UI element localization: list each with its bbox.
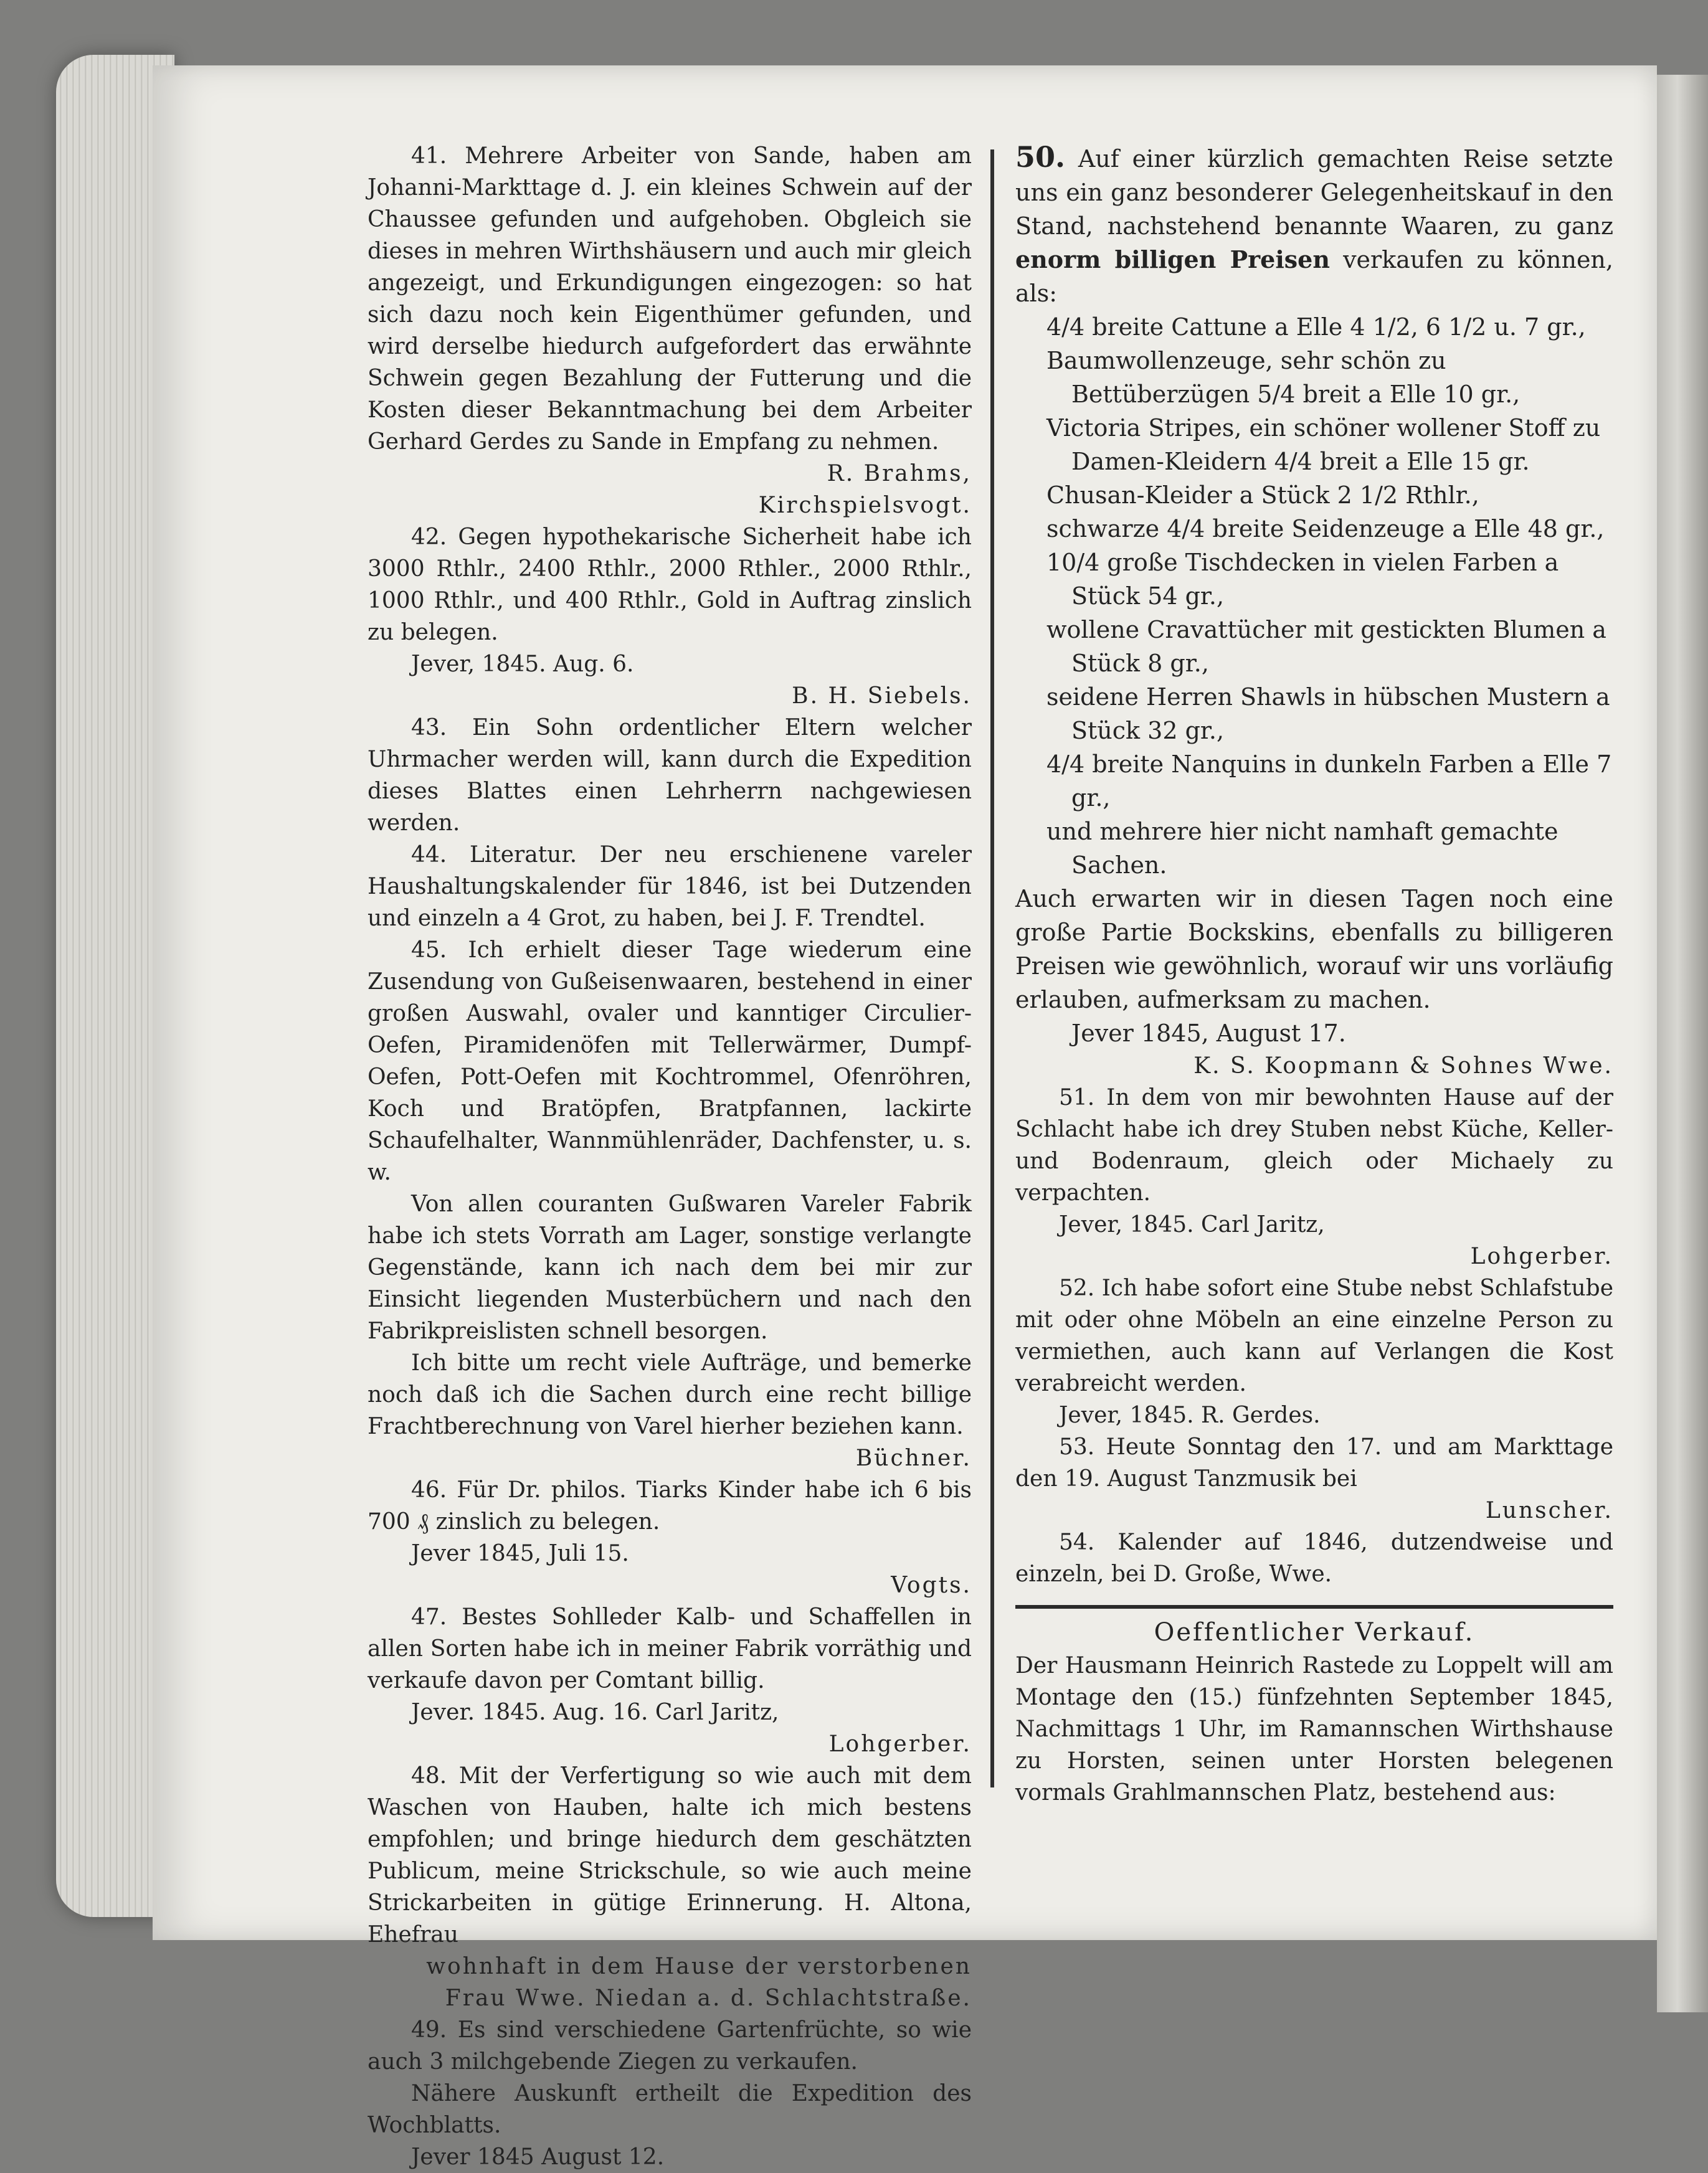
left_column-entry: 49. Es sind verschiedene Gartenfrüchte, so wie auch 3 milchgebende Ziegen zu verkaufen. — [368, 2017, 972, 2075]
ad-item: 4/4 breite Cattune a Elle 4 1/2, 6 1/2 u. 7 gr., — [1046, 313, 1586, 341]
ad-item: 4/4 breite Nanquins in dunkeln Farben a Elle 7 gr., — [1046, 750, 1612, 812]
left_column-entry: Nähere Auskunft ertheilt die Expedition des Wochblatts. — [368, 2081, 972, 2138]
left_column-sig: wohnhaft in dem Hause der verstorbenen — [426, 1954, 972, 1979]
ad-intro: Auf einer kürzlich gemachten Reise setzte uns ein ganz besonderer Gelegenheitskauf in den Stand, nachstehend benannte Waaren, zu ganz — [1015, 145, 1613, 240]
left_column-line: Jever. 1845. Aug. 16. Carl Jaritz, — [411, 1700, 779, 1725]
left_column-entry: Von allen couranten Gußwaren Vareler Fabrik habe ich stets Vorrath am Lager, sonstige verlangte Gegenstände, kann ich nach dem bei mir zur Einsicht liegenden Musterbüchern und nach den Fabrikpreislisten schnell besorgen. — [368, 1191, 972, 1344]
ad-signature: K. S. Koopmann & Sohnes Wwe. — [1193, 1053, 1613, 1079]
left_column-entry: Ich bitte um recht viele Aufträge, und bemerke noch daß ich die Sachen durch eine recht billige Frachtberechnung von Varel hierher beziehen kann. — [368, 1350, 972, 1439]
right_column-line: Jever, 1845. R. Gerdes. — [1059, 1403, 1321, 1428]
left_column-sig: Kirchspielsvogt. — [758, 493, 972, 518]
left_column-entry: 45. Ich erhielt dieser Tage wiederum eine Zusendung von Gußeisenwaaren, bestehend in einer großen Auswahl, ovaler und kanntiger Circulier-Oefen, Piramidenöfen mit Tellerwärmer, Dumpf-Oefen, Pott-Oefen mit Kochtrommel, Ofenröhren, Koch und Bratöpfen, Bratpfannen, lackirte Schaufelhalter, Wannmühlenräder, Dachfenster, u. s. w. — [368, 937, 972, 1185]
sale-heading: Oeffentlicher Verkauf. — [1154, 1618, 1475, 1647]
right_column-entry: 53. Heute Sonntag den 17. und am Markttage den 19. August Tanzmusik bei — [1015, 1434, 1613, 1492]
right_column-line: Jever, 1845. Carl Jaritz, — [1059, 1212, 1325, 1238]
ad-date: Jever 1845, August 17. — [1071, 1020, 1346, 1047]
ad-item: 10/4 große Tischdecken in vielen Farben a Stück 54 gr., — [1046, 549, 1559, 610]
left_column-entry: 44. Literatur. Der neu erschienene vareler Haushaltungskalender für 1846, ist bei Dutzenden und einzeln a 4 Grot, zu haben, bei J. F. Trendtel. — [368, 842, 972, 931]
left_column-sig: R. Brahms, — [827, 461, 972, 486]
ad-outro: Auch erwarten wir in diesen Tagen noch eine große Partie Bockskins, ebenfalls zu billigeren Preisen wie gewöhnlich, worauf wir uns vorläufig erlauben, aufmerksam zu machen. — [1015, 885, 1613, 1013]
section-rule — [1015, 1605, 1613, 1609]
sale-text: Der Hausmann Heinrich Rastede zu Loppelt will am Montage den (15.) fünfzehnten September 1845, Nachmittags 1 Uhr, im Ramannschen Wirthshause zu Horsten, seinen unter Horsten belegenen vormals Grahlmannschen Platz, bestehend aus: — [1015, 1653, 1613, 1806]
column-divider — [990, 149, 994, 1787]
left_column-entry: 46. Für Dr. philos. Tiarks Kinder habe ich 6 bis 700 ₰ zinslich zu belegen. — [368, 1477, 972, 1535]
left-column — [368, 140, 972, 2173]
left_column-sig: Vogts. — [891, 1573, 972, 1598]
left_column-entry: 47. Bestes Sohlleder Kalb- und Schaffellen in allen Sorten habe ich in meiner Fabrik vorräthig und verkaufe davon per Comtant billig. — [368, 1604, 972, 1693]
right_column-entry: 52. Ich habe sofort eine Stube nebst Schlafstube mit oder ohne Möbeln an eine einzelne Person zu vermiethen, auch kann auf Verlangen die Kost verabreicht werden. — [1015, 1276, 1613, 1396]
left_column-sig: Frau Wwe. Niedan a. d. Schlachtstraße. — [445, 1986, 972, 2011]
ad-item: Chusan-Kleider a Stück 2 1/2 Rthlr., — [1046, 481, 1479, 509]
left_column-line: Jever 1845 August 12. — [411, 2144, 665, 2170]
right_column-sig: Lohgerber. — [1470, 1244, 1613, 1269]
ad-item: schwarze 4/4 breite Seidenzeuge a Elle 48 gr., — [1046, 515, 1605, 542]
right_column-entry: 51. In dem von mir bewohnten Hause auf der Schlacht habe ich drey Stuben nebst Küche, Keller- und Bodenraum, gleich oder Michaely zu verpachten. — [1015, 1085, 1613, 1206]
ad-item-list — [1015, 310, 1613, 882]
ad-item: wollene Cravattücher mit gestickten Blumen a Stück 8 gr., — [1046, 616, 1606, 677]
right-column — [1015, 140, 1613, 1809]
ad-number: 50. — [1015, 140, 1066, 174]
left_column-sig: Büchner. — [855, 1446, 972, 1471]
ad-item: Baumwollenzeuge, sehr schön zu Bettüberzügen 5/4 breit a Elle 10 gr., — [1046, 347, 1521, 408]
left_column-sig: B. H. Siebels. — [792, 683, 972, 709]
left_column-entry: 42. Gegen hypothekarische Sicherheit habe ich 3000 Rthlr., 2400 Rthlr., 2000 Rthler., 2000 Rthlr., 1000 Rthlr., und 400 Rthlr., Gold in Auftrag zinslich zu belegen. — [368, 524, 972, 645]
advertisement-50 — [1015, 140, 1613, 1082]
left_column-line: Jever 1845, Juli 15. — [411, 1541, 629, 1566]
left_column-entry: 41. Mehrere Arbeiter von Sande, haben am Johanni-Markttage d. J. ein kleines Schwein auf der Chaussee gefunden und aufgehoben. Obgleich sie dieses in mehren Wirthshäusern und auch mir gleich angezeigt, und Erkundigungen eingezogen: so hat sich dazu noch kein Eigenthümer gefunden, und wird derselbe hiedurch aufgefordert das erwähnte Schwein gegen Bezahlung der Futterung und die Kosten dieser Bekanntmachung bei dem Arbeiter Gerhard Gerdes zu Sande in Empfang zu nehmen. — [368, 143, 972, 455]
page-right-edge — [1657, 75, 1708, 2012]
ad-item: Victoria Stripes, ein schöner wollener Stoff zu Damen-Kleidern 4/4 breit a Elle 15 gr. — [1046, 414, 1601, 475]
ad-intro-end: verkaufen zu können, als: — [1015, 246, 1613, 307]
left_column-entry: 43. Ein Sohn ordentlicher Eltern welcher Uhrmacher werden will, kann durch die Expedition dieses Blattes einen Lehrherrn nachgewiesen werden. — [368, 715, 972, 836]
right_column-entry: 54. Kalender auf 1846, dutzendweise und einzeln, bei D. Große, Wwe. — [1015, 1530, 1613, 1587]
right_column-sig: Lunscher. — [1485, 1498, 1613, 1523]
ad-item: und mehrere hier nicht namhaft gemachte Sachen. — [1046, 818, 1559, 879]
ad-intro-bold: enorm billigen Preisen — [1015, 245, 1330, 273]
ad-item: seidene Herren Shawls in hübschen Mustern a Stück 32 gr., — [1046, 683, 1610, 744]
left_column-line: Jever, 1845. Aug. 6. — [411, 651, 634, 677]
right-entries — [1015, 1082, 1613, 1590]
left_column-sig: Lohgerber. — [828, 1731, 972, 1757]
left_column-entry: 48. Mit der Verfertigung so wie auch mit dem Waschen von Hauben, halte ich mich bestens empfohlen; und bringe hiedurch dem geschätzten Publicum, meine Strickschule, so wie auch meine Strickarbeiten in gütige Erinnerung. H. Altona, Ehefrau — [368, 1763, 972, 1948]
